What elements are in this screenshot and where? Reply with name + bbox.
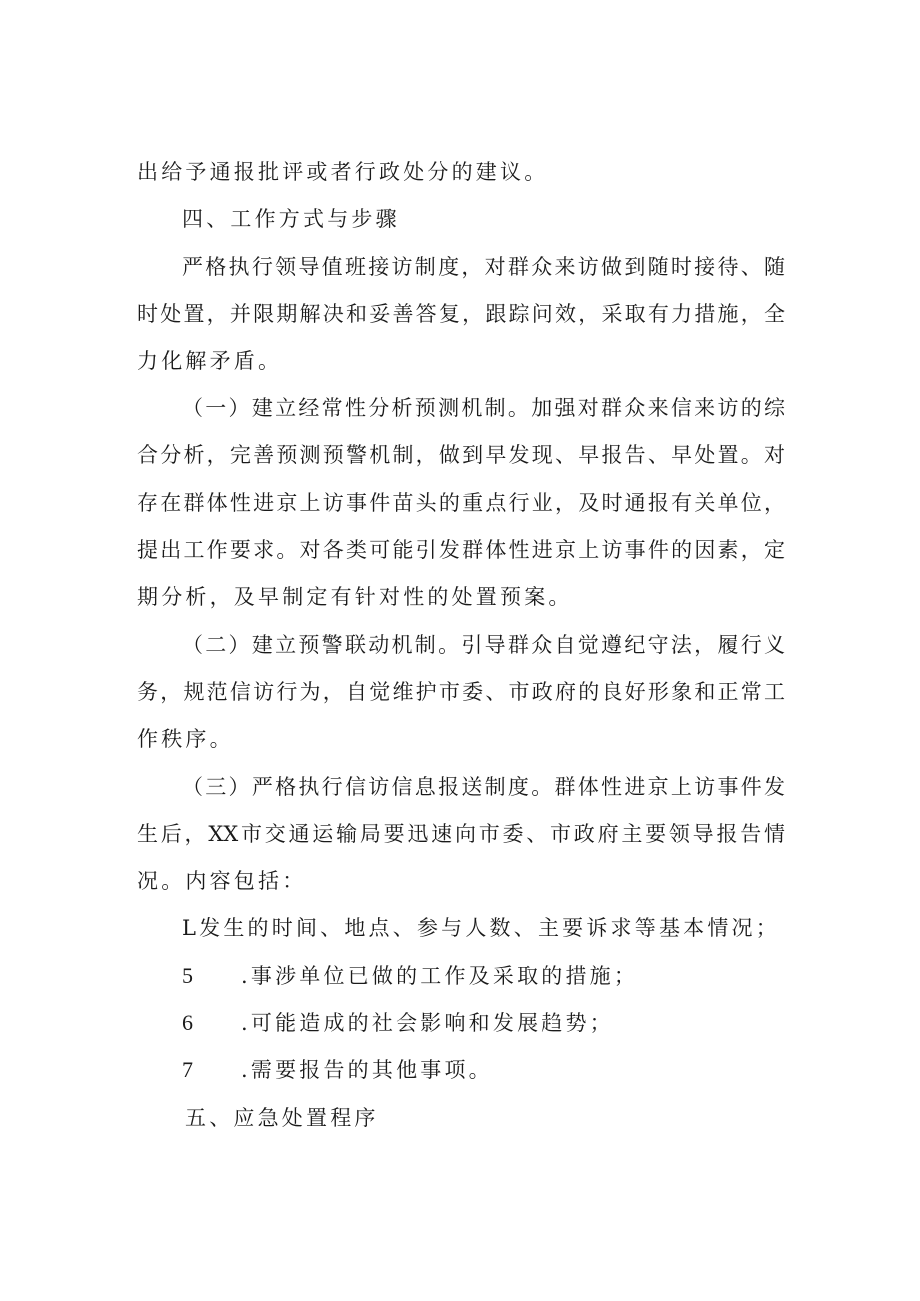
list-item-number: 7 [182,1057,193,1082]
list-item-number: 5 [182,963,193,988]
section-heading-five: 五、应急处置程序 [185,1106,379,1130]
paragraph-line: 况。内容包括： [137,869,307,893]
paragraph-line: 作秩序。 [137,727,234,751]
section-heading-four: 四、工作方式与步骤 [182,207,400,231]
paragraph-line: 提出工作要求。对各类可能引发群体性进京上访事件的因素，定 [137,538,785,562]
paragraph-line: 时处置，并限期解决和妥善答复，跟踪问效，采取有力措施，全 [137,302,785,326]
paragraph-line: 存在群体性进京上访事件苗头的重点行业，及时通报有关单位， [137,491,785,515]
list-item-text: .事涉单位已做的工作及采取的措施； [241,964,639,988]
list-item: L发生的时间、地点、参与人数、主要诉求等基本情况； [182,916,780,940]
paragraph-line: （一）建立经常性分析预测机制。加强对群众来信来访的综 [182,396,785,420]
list-item-text: .需要报告的其他事项。 [241,1058,493,1082]
paragraph-line: 严格执行领导值班接访制度，对群众来访做到随时接待、随 [182,255,785,279]
paragraph-line: 出给予通报批评或者行政处分的建议。 [137,160,549,184]
paragraph-line: （三）严格执行信访信息报送制度。群体性进京上访事件发 [182,775,785,799]
paragraph-line: （二）建立预警联动机制。引导群众自觉遵纪守法，履行义 [182,633,785,657]
paragraph-line: 期分析，及早制定有针对性的处置预案。 [137,585,573,609]
list-item-text: .可能造成的社会影响和发展趋势； [241,1011,614,1035]
paragraph-line: 务，规范信访行为，自觉维护市委、市政府的良好形象和正常工 [137,680,785,704]
paragraph-line: 力化解矛盾。 [137,349,283,373]
list-item-number: 6 [182,1010,193,1035]
paragraph-line: 生后，XX市交通运输局要迅速向市委、市政府主要领导报告情 [137,822,785,846]
paragraph-line: 合分析，完善预测预警机制，做到早发现、早报告、早处置。对 [137,443,785,467]
